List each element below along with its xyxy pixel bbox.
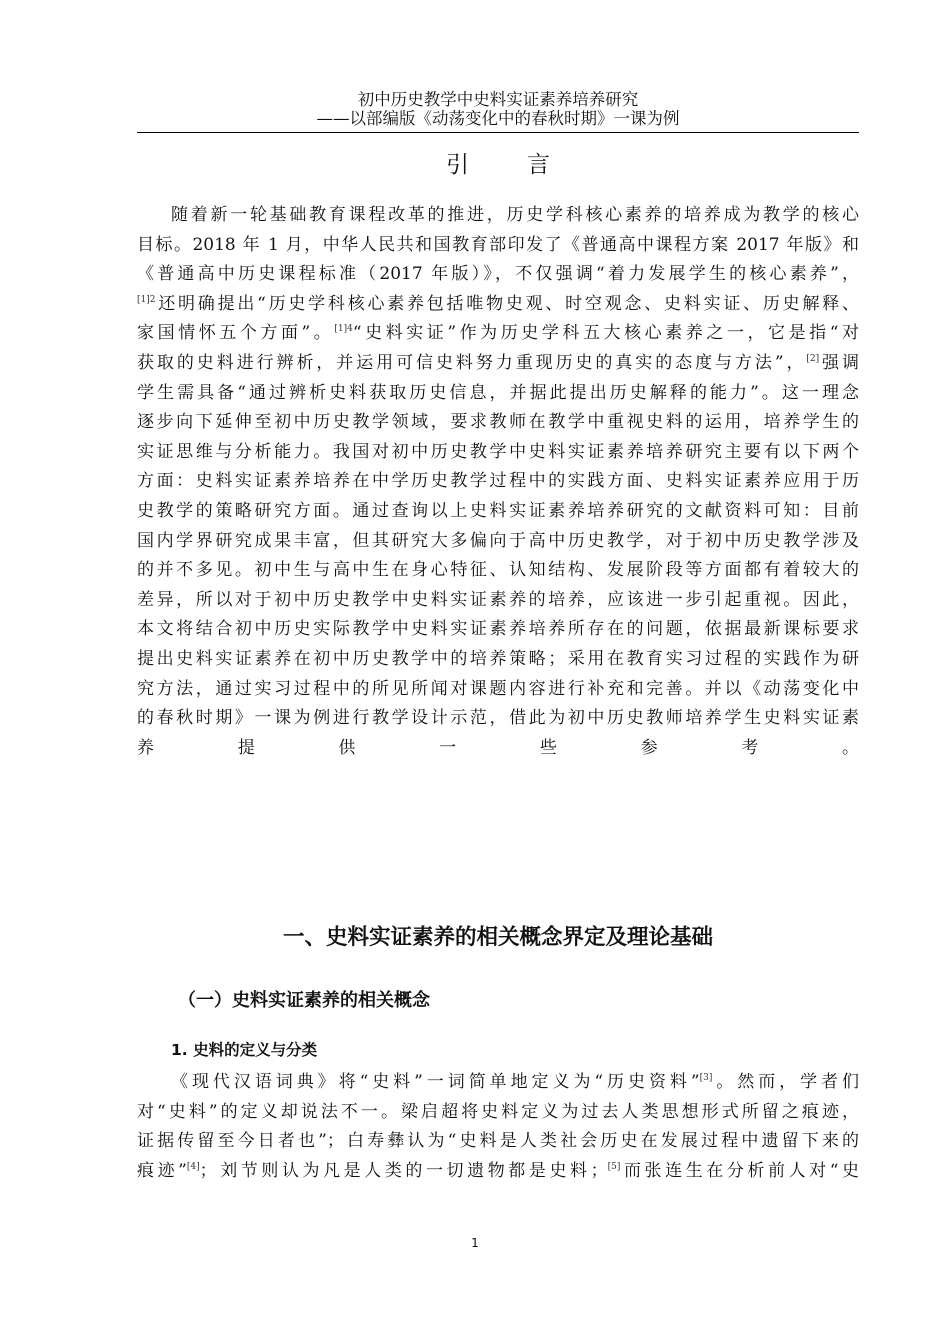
citation-page: 4 xyxy=(347,324,353,335)
definition-line-text: ；刘节则认为凡是人类的一切遗物都是史料； xyxy=(199,1160,608,1181)
citation-ref: [3] xyxy=(699,1073,713,1083)
intro-line: 的并不多见。初中生与高中生在身心特征、认知结构、发展阶段等方面都有着较大的 xyxy=(137,560,859,581)
intro-line: 的春秋时期》一课为例进行教学设计示范，借此为初中历史教师培养学生史料实证素 xyxy=(137,708,859,729)
intro-line: 史教学的策略研究方面。通过查询以上史料实证素养培养研究的文献资料可知：目前 xyxy=(137,500,859,521)
citation-ref: [2] xyxy=(806,353,820,364)
definition-line-text: 《现代汉语词典》将“史料”一词简单地定义为“历史资料” xyxy=(171,1072,700,1092)
definition-line-text: 。然而，学者们 xyxy=(712,1072,860,1092)
definition-line-text: 而张连生在分析前人对“史 xyxy=(620,1160,859,1181)
citation-ref: [1] xyxy=(334,324,348,335)
intro-line: 养提供一些参考。 xyxy=(137,737,859,758)
intro-line-text: 强调 xyxy=(819,352,859,373)
intro-line: 本文将结合初中历史实际教学中史料实证素养培养所存在的问题，依据最新课标要求 xyxy=(137,619,859,640)
header-subtitle: ——以部编版《动荡变化中的春秋时期》一课为例 xyxy=(316,109,680,128)
citation-ref: [4] xyxy=(186,1161,200,1172)
definition-line xyxy=(137,1068,859,1098)
intro-line: 提出史料实证素养在初中历史教学中的培养策略；采用在教育实习过程的实践作为研 xyxy=(137,648,859,669)
intro-line: 《普通高中历史课程标准（2017 年版）》，不仅强调“着力发展学生的核心素养”， xyxy=(137,264,859,285)
citation-page: 2 xyxy=(149,294,156,305)
intro-line-text: 还明确提出“历史学科核心素养包括唯物史观、时空观念、史料实证、历史解释、 xyxy=(155,293,859,314)
intro-line: 方面：史料实证素养培养在中学历史教学过程中的实践方面、史料实证素养应用于历 xyxy=(137,471,859,492)
definition-line xyxy=(137,1157,859,1187)
definition-paragraph xyxy=(137,1068,859,1186)
intro-line xyxy=(137,349,859,379)
intro-line: 究方法，通过实习过程中的所见所闻对课题内容进行补充和完善。并以《动荡变化中 xyxy=(137,678,859,699)
definition-line: 对“史料”的定义却说法不一。梁启超将史料定义为过去人类思想形式所留之痕迹， xyxy=(137,1101,859,1122)
running-header xyxy=(137,90,859,128)
intro-heading xyxy=(137,146,859,179)
intro-line-text: 家国情怀五个方面”。 xyxy=(137,323,335,344)
subsubsection-title: 1. 史料的定义与分类 xyxy=(171,1041,318,1059)
subsection-title: （一）史料实证素养的相关概念 xyxy=(178,990,430,1011)
intro-line-text: “史料实证”作为历史学科五大核心素养之一，它是指“对 xyxy=(352,323,859,344)
intro-line xyxy=(137,290,859,320)
citation-ref: [5] xyxy=(607,1161,621,1172)
header-rule xyxy=(137,132,859,133)
intro-line: 国内学界研究成果丰富，但其研究大多偏向于高中历史教学，对于初中历史教学涉及 xyxy=(137,530,859,551)
intro-line: 随着新一轮基础教育课程改革的推进，历史学科核心素养的培养成为教学的核心 xyxy=(171,205,859,225)
section-title: 一、史料实证素养的相关概念界定及理论基础 xyxy=(282,925,713,950)
intro-line-text: 获取的史料进行辨析，并运用可信史料努力重现历史的真实的态度与方法”， xyxy=(137,352,807,373)
page-number: 1 xyxy=(471,1236,479,1250)
intro-line xyxy=(137,319,859,349)
intro-line: 逐步向下延伸至初中历史教学领域，要求教师在教学中重视史料的运用，培养学生的 xyxy=(137,412,859,433)
intro-heading-char-2: 言 xyxy=(527,152,550,178)
intro-line: 目标。2018 年 1 月，中华人民共和国教育部印发了《普通高中课程方案 2017 年版》和 xyxy=(137,234,859,255)
definition-line: 证据传留至今日者也”；白寿彝认为“史料是人类社会历史在发展过程中遗留下来的 xyxy=(137,1131,859,1152)
intro-line: 学生需具备“通过辨析史料获取历史信息，并据此提出历史解释的能力”。这一理念 xyxy=(137,382,859,403)
citation-ref: [1] xyxy=(137,294,150,305)
intro-line: 实证思维与分析能力。我国对初中历史教学中史料实证素养培养研究主要有以下两个 xyxy=(137,441,859,462)
header-title: 初中历史教学中史料实证素养培养研究 xyxy=(357,90,639,109)
intro-line: 差异，所以对于初中历史教学中史料实证素养的培养，应该进一步引起重视。因此， xyxy=(137,589,859,610)
intro-paragraph xyxy=(137,201,859,763)
definition-line-text: 痕迹” xyxy=(137,1160,187,1181)
intro-heading-char-1: 引 xyxy=(446,152,469,178)
